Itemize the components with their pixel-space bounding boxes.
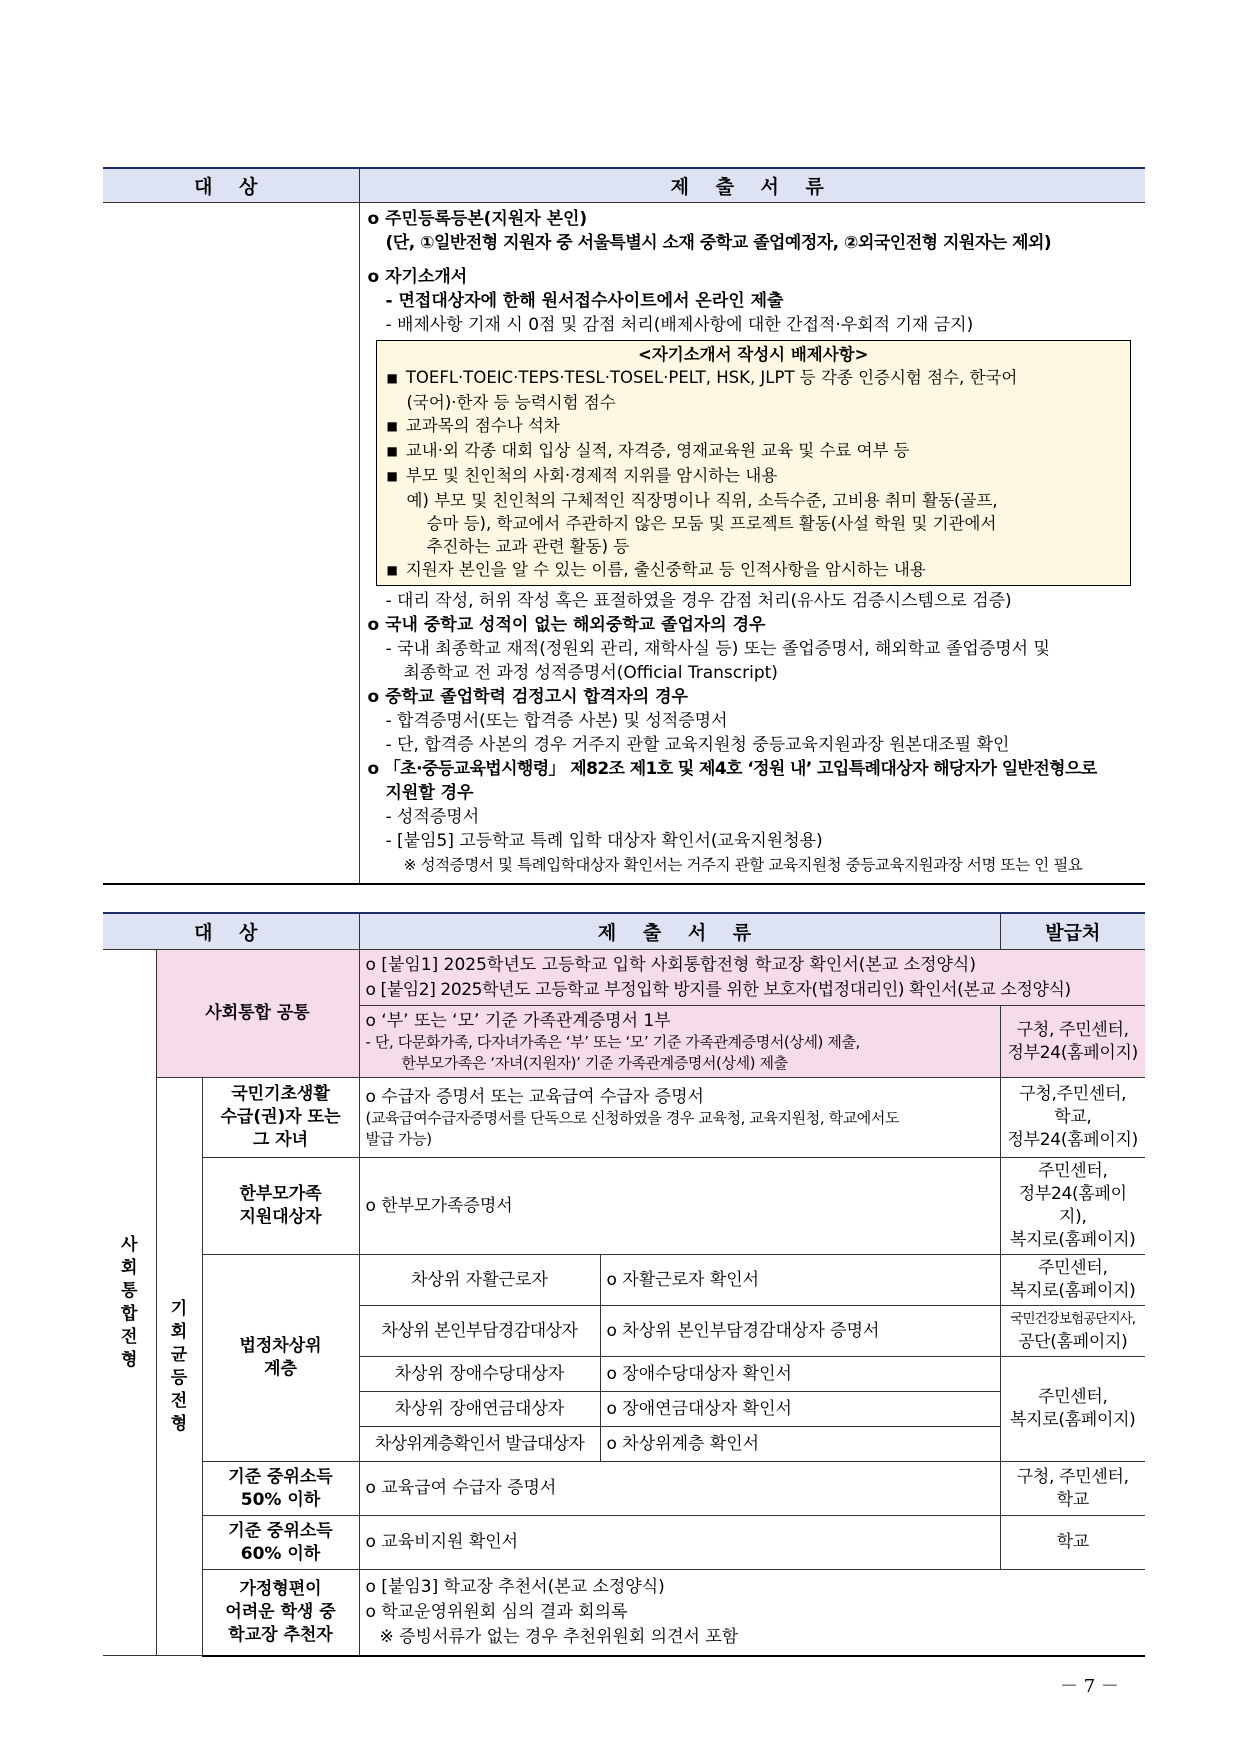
single-doc: o 한부모가족증명서 xyxy=(359,1158,1000,1255)
principal-docs xyxy=(359,1570,1145,1656)
nearpoor-sub: 차상위계층확인서 발급대상자 xyxy=(359,1427,600,1462)
intro-title: o 자기소개서 xyxy=(367,267,468,287)
track-text: 사 회 통 합 전 형 xyxy=(121,1234,138,1370)
overseas-line2: 최종학교 전 과정 성적증명서(Official Transcript) xyxy=(403,663,778,683)
label-line: 국민기초생활 xyxy=(231,1084,330,1104)
table-header-row xyxy=(103,168,1145,203)
table-row xyxy=(103,1158,1145,1255)
issuer-line: 복지로(홈페이지) xyxy=(1010,1410,1136,1430)
label-line: 어려운 학생 중 xyxy=(225,1601,336,1622)
issuer-line: 국민건강보험공단지사, xyxy=(1010,1311,1136,1327)
income60-label xyxy=(202,1516,359,1570)
issuer-line: 주민센터, xyxy=(1037,1387,1108,1407)
table-row xyxy=(103,1078,1145,1158)
exclusion-example-cont: 추진하는 교과 관련 활동) 등 xyxy=(426,537,630,556)
special-note: ※ 성적증명서 및 특례입학대상자 확인서는 거주지 관할 교육지원청 중등교육지원과장 서명 또는 인 필요 xyxy=(403,856,1083,874)
basic-docs xyxy=(359,1078,1000,1158)
nearpoor-sub: 차상위 장애수당대상자 xyxy=(359,1357,600,1392)
issuer-line: 정부24(홈페이지) xyxy=(1007,1130,1138,1150)
resident-title: o 주민등록등본(지원자 본인) xyxy=(367,209,588,229)
issuer-line: 복지로(홈페이지) xyxy=(1010,1230,1136,1250)
label-line: 법정차상위 xyxy=(239,1336,322,1356)
exclusion-item: ■ 부모 및 친인척의 사회·경제적 지위를 암시하는 내용 xyxy=(387,464,1121,489)
basic-doc: (교육급여수급자증명서를 단독으로 신청하였을 경우 교육청, 교육지원청, 학교에서도 xyxy=(365,1108,900,1127)
label-line: 50% 이하 xyxy=(240,1489,321,1510)
issuer-line: 구청,주민센터, xyxy=(1019,1084,1127,1104)
common-doc: o ‘부’ 또는 ‘모’ 기준 가족관계증명서 1부 xyxy=(365,1010,671,1031)
nearpoor-sub: 차상위 장애연금대상자 xyxy=(359,1392,600,1427)
intro-line2: - 배제사항 기재 시 0점 및 감점 처리(배제사항에 대한 간접적·우회적 기재 금지) xyxy=(385,315,974,335)
exclusion-title: <자기소개서 작성시 배제사항> xyxy=(638,345,869,364)
nearpoor-issuer xyxy=(1000,1306,1145,1357)
subtrack-label xyxy=(156,1078,202,1656)
principal-doc: o 학교운영위원회 심의 결과 회의록 xyxy=(365,1601,628,1622)
income50-label xyxy=(202,1462,359,1516)
header-docs: 제 출 서 류 xyxy=(359,913,1000,950)
issuer-line: 주민센터, xyxy=(1037,1258,1108,1278)
income60-doc: o 교육비지원 확인서 xyxy=(359,1516,1000,1570)
basic-label xyxy=(202,1078,359,1158)
issuer-line: 구청, 주민센터, xyxy=(1016,1466,1129,1487)
label-line: 계층 xyxy=(264,1359,297,1379)
exclusion-item-cont: (국어)·한자 등 능력시험 점수 xyxy=(406,393,616,412)
target-cell xyxy=(103,203,359,885)
table-header-row xyxy=(103,913,1145,950)
exclusion-item: ■ 지원자 본인을 알 수 있는 이름, 출신중학교 등 인적사항을 암시하는 내용 xyxy=(387,558,1121,583)
special-title: o 「초·중등교육법시행령」 제82조 제1호 및 제4호 ‘정원 내’ 고입특례대상자 해당자가 일반전형으로 xyxy=(367,759,1097,779)
issuer-line: 복지로(홈페이지) xyxy=(1010,1281,1136,1301)
table-row xyxy=(103,950,1145,1006)
exclusion-box xyxy=(376,340,1132,586)
social-integration-table xyxy=(103,912,1145,1657)
single-label xyxy=(202,1158,359,1255)
application-documents-table xyxy=(103,167,1145,885)
exclusion-item: ■ TOEFL·TOEIC·TEPS·TESL·TOSEL·PELT, HSK, JLPT 등 각종 인증시험 점수, 한국어 xyxy=(387,366,1121,391)
table-row xyxy=(103,1255,1145,1306)
label-line: 가정형편이 xyxy=(239,1578,322,1599)
common-doc: o [붙임2] 2025학년도 고등학교 부정입학 방지를 위한 보호자(법정대리인) 확인서(본교 소정양식) xyxy=(365,979,1071,1000)
label-line: 기준 중위소득 xyxy=(228,1520,333,1541)
issuer-line: 정부24(홈페이지), xyxy=(1018,1184,1127,1227)
header-docs: 제 출 서 류 xyxy=(359,168,1145,203)
issuer-line: 정부24(홈페이지) xyxy=(1007,1042,1138,1063)
table-row xyxy=(103,1516,1145,1570)
label-line: 지원대상자 xyxy=(239,1207,322,1227)
income50-doc: o 교육급여 수급자 증명서 xyxy=(359,1462,1000,1516)
ged-line1: - 합격증명서(또는 합격증 사본) 및 성적증명서 xyxy=(385,711,728,731)
nearpoor-issuer xyxy=(1000,1255,1145,1306)
ged-line2: - 단, 합격증 사본의 경우 거주지 관할 교육지원청 중등교육지원과장 원본대조필 확인 xyxy=(385,735,1010,755)
nearpoor-doc: o 차상위계층 확인서 xyxy=(600,1427,1000,1462)
intro-line1: - 면접대상자에 한해 원서접수사이트에서 온라인 제출 xyxy=(385,291,784,311)
subtrack-text: 기 회 균 등 전 형 xyxy=(170,1298,188,1434)
issuer-line: 학교 xyxy=(1056,1489,1089,1510)
principal-label xyxy=(202,1570,359,1656)
common-issuer xyxy=(1000,1006,1145,1078)
header-target: 대 상 xyxy=(103,168,359,203)
principal-doc: o [붙임3] 학교장 추천서(본교 소정양식) xyxy=(365,1576,665,1597)
common-label: 사회통합 공통 xyxy=(156,950,359,1078)
issuer-line: 학교, xyxy=(1054,1107,1092,1127)
nearpoor-sub: 차상위 자활근로자 xyxy=(359,1255,600,1306)
label-line: 그 자녀 xyxy=(252,1130,309,1150)
header-target: 대 상 xyxy=(103,913,359,950)
label-line: 한부모가족 xyxy=(239,1184,322,1204)
special-line2: - [붙임5] 고등학교 특례 입학 대상자 확인서(교육지원청용) xyxy=(385,831,823,851)
basic-issuer xyxy=(1000,1078,1145,1158)
exclusion-item: ■ 교내·외 각종 대회 입상 실적, 자격증, 영재교육원 교육 및 수료 여부 등 xyxy=(387,439,1121,464)
principal-doc: ※ 증빙서류가 없는 경우 추천위원회 의견서 포함 xyxy=(379,1626,739,1647)
table-row xyxy=(103,1462,1145,1516)
nearpoor-label xyxy=(202,1255,359,1462)
intro-line3: - 대리 작성, 허위 작성 혹은 표절하였을 경우 감점 처리(유사도 검증시스템으로 검증) xyxy=(385,591,1012,611)
label-line: 60% 이하 xyxy=(240,1543,321,1564)
exclusion-item: ■ 교과목의 점수나 석차 xyxy=(387,414,1121,439)
docs-cell xyxy=(359,203,1145,885)
common-doc: 한부모가족은 ‘자녀(지원자)’ 기준 가족관계증명서(상세) 제출 xyxy=(401,1053,788,1072)
exclusion-example: 예) 부모 및 친인척의 구체적인 직장명이나 직위, 소득수준, 고비용 취미 활동(골프, xyxy=(406,491,998,510)
common-doc: o [붙임1] 2025학년도 고등학교 입학 사회통합전형 학교장 확인서(본교 소정양식) xyxy=(365,954,976,975)
nearpoor-doc: o 차상위 본인부담경감대상자 증명서 xyxy=(600,1306,1000,1357)
table-row xyxy=(103,203,1145,885)
page-number: － 7 － xyxy=(1060,1676,1119,1697)
issuer-line: 구청, 주민센터, xyxy=(1016,1019,1129,1040)
common-forms xyxy=(359,950,1145,1006)
common-doc: - 단, 다문화가족, 다자녀가족은 ‘부’ 또는 ‘모’ 기준 가족관계증명서(상세) 제출, xyxy=(365,1032,860,1051)
nearpoor-doc: o 자활근로자 확인서 xyxy=(600,1255,1000,1306)
single-issuer xyxy=(1000,1158,1145,1255)
label-line: 수급(권)자 또는 xyxy=(220,1107,341,1127)
income60-issuer: 학교 xyxy=(1000,1516,1145,1570)
nearpoor-issuer xyxy=(1000,1357,1145,1462)
income50-issuer xyxy=(1000,1462,1145,1516)
special-title-cont: 지원할 경우 xyxy=(385,783,474,803)
label-line: 학교장 추천자 xyxy=(228,1624,333,1645)
header-issuer: 발급처 xyxy=(1000,913,1145,950)
nearpoor-doc: o 장애연금대상자 확인서 xyxy=(600,1392,1000,1427)
resident-note: (단, ①일반전형 지원자 중 서울특별시 소재 중학교 졸업예정자, ②외국인전형 지원자는 제외) xyxy=(385,233,1052,253)
special-line1: - 성적증명서 xyxy=(385,807,480,827)
basic-doc: o 수급자 증명서 또는 교육급여 수급자 증명서 xyxy=(365,1086,704,1107)
overseas-line1: - 국내 최종학교 재적(정원외 관리, 재학사실 등) 또는 졸업증명서, 해외학교 졸업증명서 및 xyxy=(385,639,1050,659)
track-label xyxy=(103,950,156,1656)
exclusion-example-cont: 승마 등), 학교에서 주관하지 않은 모둠 및 프로젝트 활동(사설 학원 및 기관에서 xyxy=(426,514,997,533)
basic-doc: 발급 가능) xyxy=(365,1129,432,1148)
nearpoor-sub: 차상위 본인부담경감대상자 xyxy=(359,1306,600,1357)
overseas-title: o 국내 중학교 성적이 없는 해외중학교 졸업자의 경우 xyxy=(367,615,766,635)
ged-title: o 중학교 졸업학력 검정고시 합격자의 경우 xyxy=(367,687,688,707)
table-row xyxy=(103,1570,1145,1656)
issuer-line: 공단(홈페이지) xyxy=(1018,1332,1128,1352)
nearpoor-doc: o 장애수당대상자 확인서 xyxy=(600,1357,1000,1392)
common-family-docs xyxy=(359,1006,1000,1078)
issuer-line: 주민센터, xyxy=(1037,1161,1108,1181)
label-line: 기준 중위소득 xyxy=(228,1466,333,1487)
